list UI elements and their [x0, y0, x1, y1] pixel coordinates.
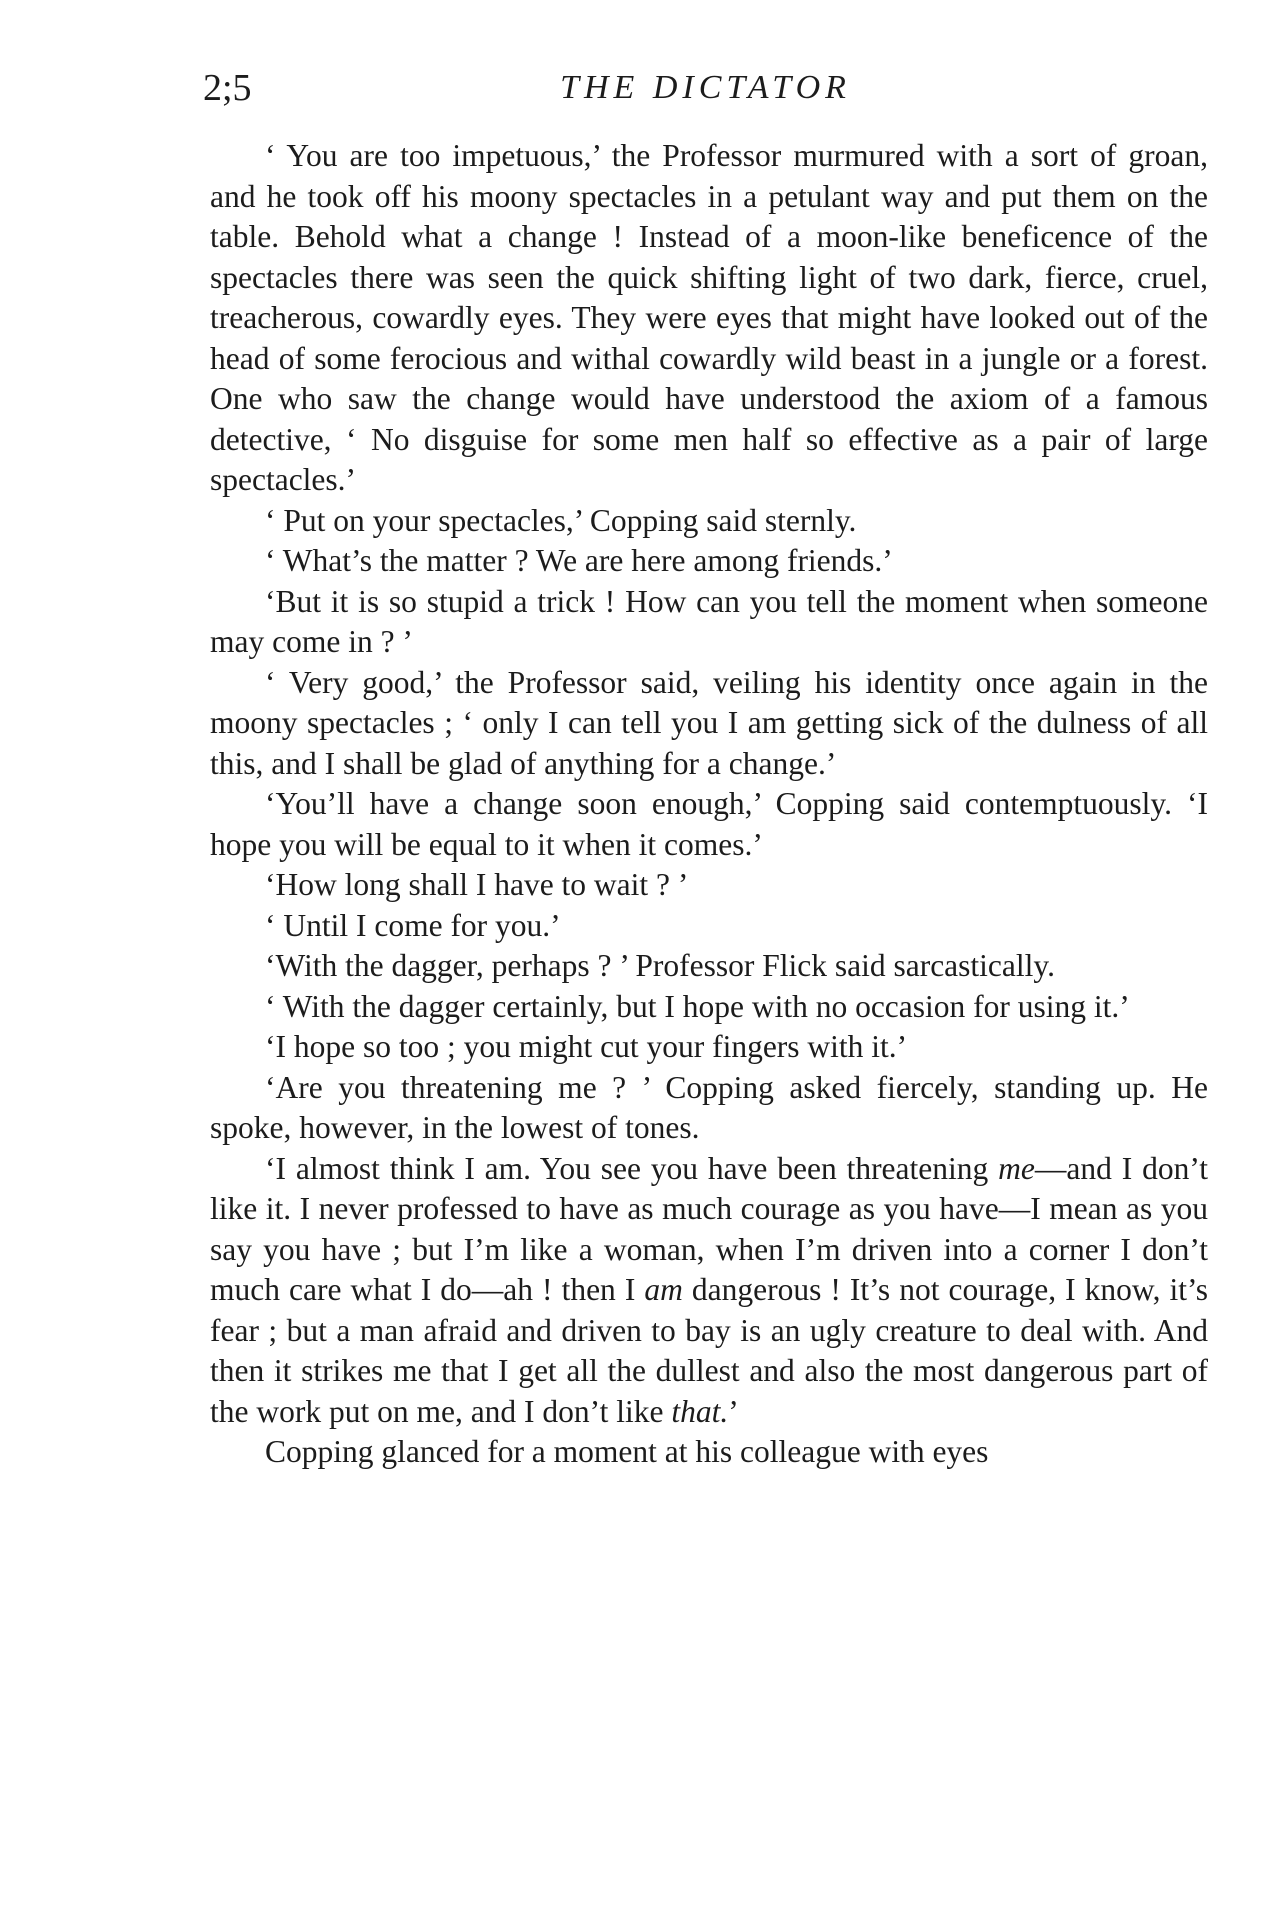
page-header	[203, 60, 1208, 116]
text-run: ‘ Very good,’ the Professor said, veiling his identity once again in the moony spectacles ; ‘ only I can tell you I am getting sick of the dulness of all this, and I shall be glad of anything for a change.’	[210, 664, 1208, 781]
page-number: 2;5	[203, 67, 252, 109]
text-run: ‘You’ll have a change soon enough,’ Copping said contemptuously. ‘I hope you will be equal to it when it comes.’	[210, 786, 1208, 862]
text-run: ‘ What’s the matter ? We are here among friends.’	[265, 543, 893, 578]
text-run: ‘I hope so too ; you might cut your fingers with it.’	[265, 1029, 908, 1064]
paragraph	[210, 1149, 1208, 1433]
paragraph	[210, 784, 1208, 865]
body-text	[210, 136, 1208, 1473]
paragraph	[210, 136, 1208, 501]
text-run: ‘ Put on your spectacles,’ Copping said sternly.	[265, 502, 857, 538]
text-run: ‘ You are too impetuous,’ the Professor murmured with a sort of groan, and he took off his moony spectacles in a petulant way and put them on the table. Behold what a change ! Instead of a moon-like beneficence of the spectacles there was seen the quick shifting light of two dark, fierce, cruel, treacherous, cowardly eyes. They were eyes that might have looked out of the head of some ferocious and withal cowardly wild beast in a jungle or a forest. One who saw the change would have understood the axiom of a famous detective, ‘ No disguise for some men half so effective as a pair of large spectacles.’	[210, 138, 1208, 497]
text-run: ‘Are you threatening me ? ’ Copping asked fiercely, standing up. He spoke, however, in the lowest of tones.	[210, 1069, 1208, 1145]
paragraph	[210, 1027, 1208, 1068]
paragraph	[210, 501, 1208, 542]
paragraph	[210, 1432, 1208, 1473]
paragraph	[210, 1068, 1208, 1149]
text-run: ‘But it is so stupid a trick ! How can you tell the moment when someone may come in ? ’	[210, 583, 1208, 659]
text-run: dangerous ! It’s not courage, I know, it’s fear ; but a man afraid and driven to bay is an ugly creature to deal with. And then it strikes me that I get all the dullest and also the most dangerous part of the work put on me, and I don’t like	[210, 1272, 1208, 1429]
paragraph	[210, 865, 1208, 906]
text-run: ‘ Until I come for you.’	[265, 907, 561, 943]
text-run: ‘I almost think I am. You see you have been threatening	[265, 1150, 999, 1186]
paragraph	[210, 946, 1208, 987]
italic-text: am	[644, 1272, 683, 1307]
paragraph	[210, 582, 1208, 663]
paragraph	[210, 987, 1208, 1028]
italic-text: that.	[671, 1393, 729, 1429]
text-run: —and I don’t like it. I never professed to have as much courage as you have—I mean as you say you have ; but I’m like a woman, when I’m driven into a corner I don’t much care what I do—ah ! then I	[210, 1150, 1208, 1307]
paragraph	[210, 663, 1208, 785]
paragraph	[210, 906, 1208, 947]
text-run: ’	[728, 1393, 739, 1429]
text-run: ‘ With the dagger certainly, but I hope with no occasion for using it.’	[265, 988, 1130, 1024]
text-run: Copping glanced for a moment at his colleague with eyes	[265, 1434, 989, 1469]
running-title: THE DICTATOR	[560, 69, 851, 106]
text-run: ‘With the dagger, perhaps ? ’ Professor Flick said sarcastically.	[265, 948, 1055, 983]
italic-text: me	[998, 1150, 1035, 1186]
text-run: ‘How long shall I have to wait ? ’	[265, 867, 689, 902]
paragraph	[210, 541, 1208, 582]
